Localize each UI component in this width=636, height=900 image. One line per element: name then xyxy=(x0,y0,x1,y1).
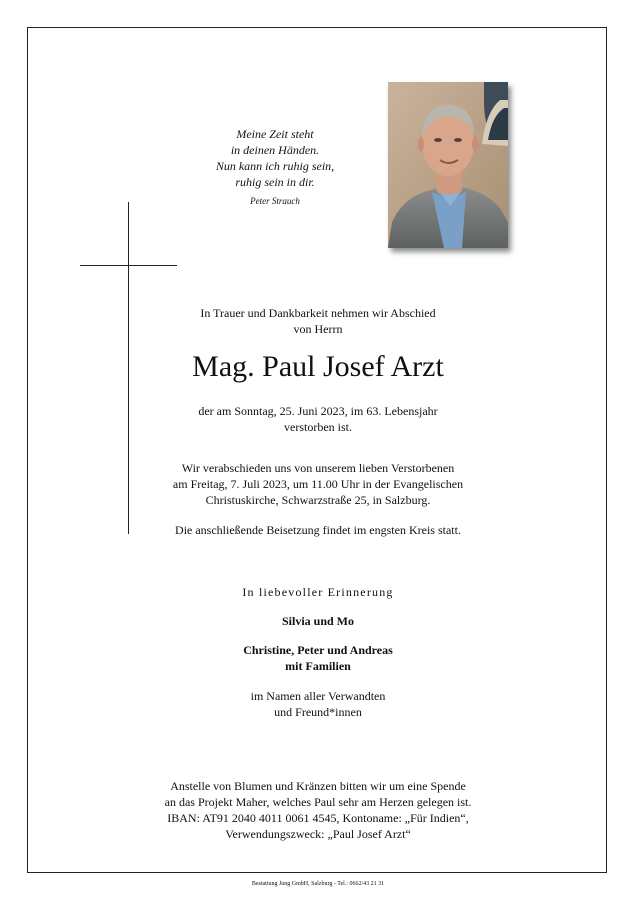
mourner-line: Christine, Peter und Andreas xyxy=(243,643,393,657)
relatives-line: und Freund*innen xyxy=(274,705,362,719)
mourner-names-first: Silvia und Mo xyxy=(281,614,355,628)
donation-request xyxy=(0,778,636,842)
quote-line: Meine Zeit steht xyxy=(236,127,314,141)
death-line: der am Sonntag, 25. Juni 2023, im 63. Lebensjahr xyxy=(198,404,438,418)
mourner-line: mit Familien xyxy=(285,659,351,673)
death-line: verstorben ist. xyxy=(284,420,352,434)
intro-line: von Herrn xyxy=(293,322,343,336)
relatives-line: im Namen aller Verwandten xyxy=(250,689,386,703)
service-line: Christuskirche, Schwarzstraße 25, in Salzburg. xyxy=(205,493,431,507)
burial-note: Die anschließende Beisetzung findet im engsten Kreis statt. xyxy=(175,523,461,537)
quote-author: Peter Strauch xyxy=(250,196,300,206)
intro-line: In Trauer und Dankbarkeit nehmen wir Abschied xyxy=(200,306,436,320)
cross-horizontal-bar xyxy=(80,265,177,266)
service-line: Wir verabschieden uns von unserem lieben Verstorbenen xyxy=(181,461,455,475)
quote-line: in deinen Händen. xyxy=(230,143,320,157)
deceased-name: Mag. Paul Josef Arzt xyxy=(192,350,444,383)
intro-text xyxy=(0,305,636,337)
service-line: am Freitag, 7. Juli 2023, um 11.00 Uhr in der Evangelischen xyxy=(172,477,464,491)
donation-line: Anstelle von Blumen und Kränzen bitten wir um eine Spende xyxy=(170,779,466,793)
donation-line: Verwendungszweck: „Paul Josef Arzt“ xyxy=(225,827,411,841)
memorial-quote xyxy=(190,126,360,208)
quote-line: ruhig sein in dir. xyxy=(235,175,315,189)
donation-line: an das Projekt Maher, welches Paul sehr am Herzen gelegen ist. xyxy=(164,795,472,809)
mourner-names-second xyxy=(0,642,636,674)
relatives-note xyxy=(0,688,636,720)
quote-line: Nun kann ich ruhig sein, xyxy=(215,159,335,173)
funeral-home-footer: Bestattung Jung GmbH, Salzburg - Tel.: 0662/43 21 31 xyxy=(251,881,385,887)
portrait-photo xyxy=(388,82,508,248)
service-details xyxy=(0,460,636,508)
donation-line: IBAN: AT91 2040 4011 0061 4545, Kontoname: „Für Indien“, xyxy=(167,811,469,825)
memory-heading: In liebevoller Erinnerung xyxy=(242,585,394,599)
death-notice xyxy=(0,403,636,435)
